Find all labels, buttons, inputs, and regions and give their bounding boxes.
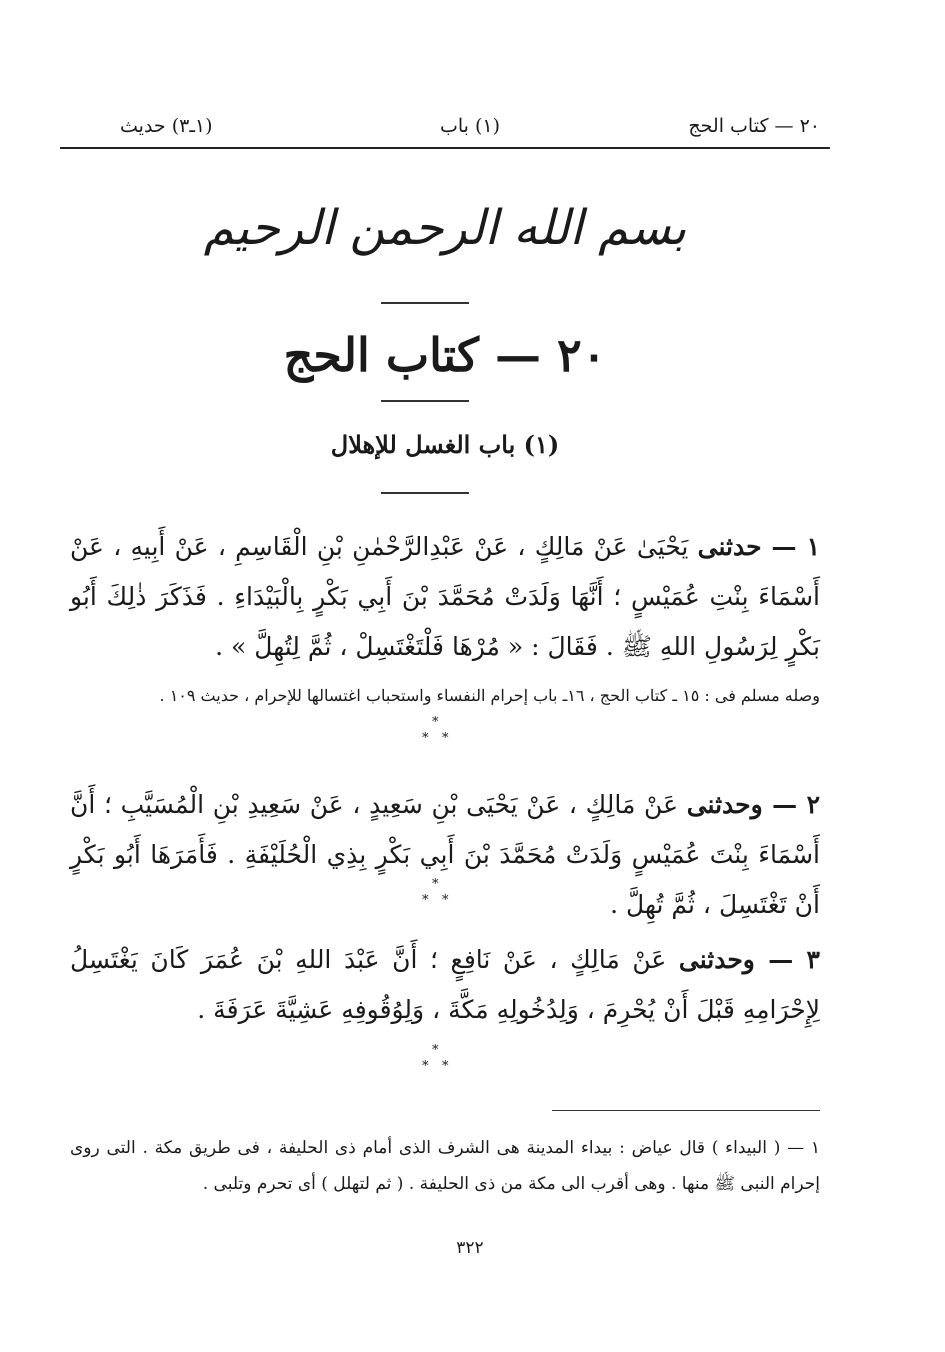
separator-stars-3 (418, 1044, 458, 1078)
hadith-3-text: عَنْ مَالِكٍ ، عَنْ نَافِعٍ ؛ أَنَّ عَبْدَ اللهِ بْنَ عُمَرَ كَانَ يَغْتَسِلُ لِإِحْرَامِهِ قَبْلَ أَنْ يُحْرِمَ ، وَلِدُخُولِهِ مَكَّةَ ، وَلِوُقُوفِهِ عَشِيَّةَ عَرَفَةَ . (70, 945, 820, 1024)
hadith-1-lead: ١ — حدثنى (697, 532, 821, 561)
header-book-title: ٢٠ — كتاب الحج (688, 115, 820, 137)
star-mark: * (442, 1059, 449, 1074)
hadith-1-text: يَحْيَىٰ عَنْ مَالِكٍ ، عَنْ عَبْدِالرَّحْمٰنِ بْنِ الْقَاسِمِ ، عَنْ أَبِيهِ ، عَنْ أَسْمَاءَ بِنْتِ عُمَيْسٍ ؛ أَنَّهَا وَلَدَتْ مُحَمَّدَ بْنَ أَبِي بَكْرٍ بِالْبَيْدَاءِ . فَذَكَرَ ذٰلِكَ أَبُو بَكْرٍ لِرَسُولِ اللهِ ﷺ . فَقَالَ : « مُرْهَا فَلْتَغْتَسِلْ ، ثُمَّ لِتُهِلَّ » . (70, 532, 820, 661)
star-mark: * (432, 1043, 439, 1058)
header-hadith-range: (١ـ٣) حديث (120, 115, 213, 137)
hadith-3-lead: ٣ — وحدثنى (678, 945, 820, 974)
page-number: ٣٢٢ (456, 1238, 484, 1258)
star-mark: * (422, 893, 429, 908)
chapter-title: (١) باب الغسل للإهلال (330, 430, 560, 459)
star-mark: * (422, 1059, 429, 1074)
star-mark: * (432, 715, 439, 730)
running-header (60, 105, 830, 149)
hadith-1-note: وصله مسلم فى : ١٥ ـ كتاب الحج ، ١٦ـ باب إحرام النفساء واستحباب اغتسالها للإحرام ، حديث ١٠٩ . (159, 686, 820, 705)
divider-bottom (381, 492, 469, 494)
star-mark: * (422, 731, 429, 746)
hadith-2-text: عَنْ مَالِكٍ ، عَنْ يَحْيَى بْنِ سَعِيدٍ ، عَنْ سَعِيدِ بْنِ الْمُسَيَّبِ ؛ أَنَّ أَسْمَاءَ بِنْتَ عُمَيْسٍ وَلَدَتْ مُحَمَّدَ بْنَ أَبِي بَكْرٍ بِذِي الْحُلَيْفَةِ . فَأَمَرَهَا أَبُو بَكْرٍ أَنْ تَغْتَسِلَ ، ثُمَّ تُهِلَّ . (70, 790, 820, 919)
star-mark: * (442, 731, 449, 746)
hadith-1 (70, 522, 820, 672)
book-title: ٢٠ — كتاب الحج (283, 328, 607, 382)
separator-stars-2 (418, 878, 458, 912)
footnote-rule (552, 1110, 820, 1111)
header-rule (60, 147, 830, 149)
divider-top (381, 302, 469, 304)
hadith-3 (70, 935, 820, 1035)
basmala: بسم الله الرحمن الرحيم (203, 200, 687, 256)
footnote: ١ — ( البيداء ) قال عياض : بيداء المدينة هى الشرف الذى أمام ذى الحليفة ، فى طريق مكة . التى روى إحرام النبى ﷺ منها . وهى أقرب الى مكة من ذى الحليفة . ( ثم لتهلل ) أى تحرم وتلبى . (70, 1138, 820, 1194)
header-chapter: (١) باب (440, 115, 501, 137)
hadith-2-lead: ٢ — وحدثنى (686, 790, 820, 819)
separator-stars-1 (418, 716, 458, 750)
star-mark: * (432, 877, 439, 892)
divider-middle (381, 400, 469, 402)
star-mark: * (442, 893, 449, 908)
